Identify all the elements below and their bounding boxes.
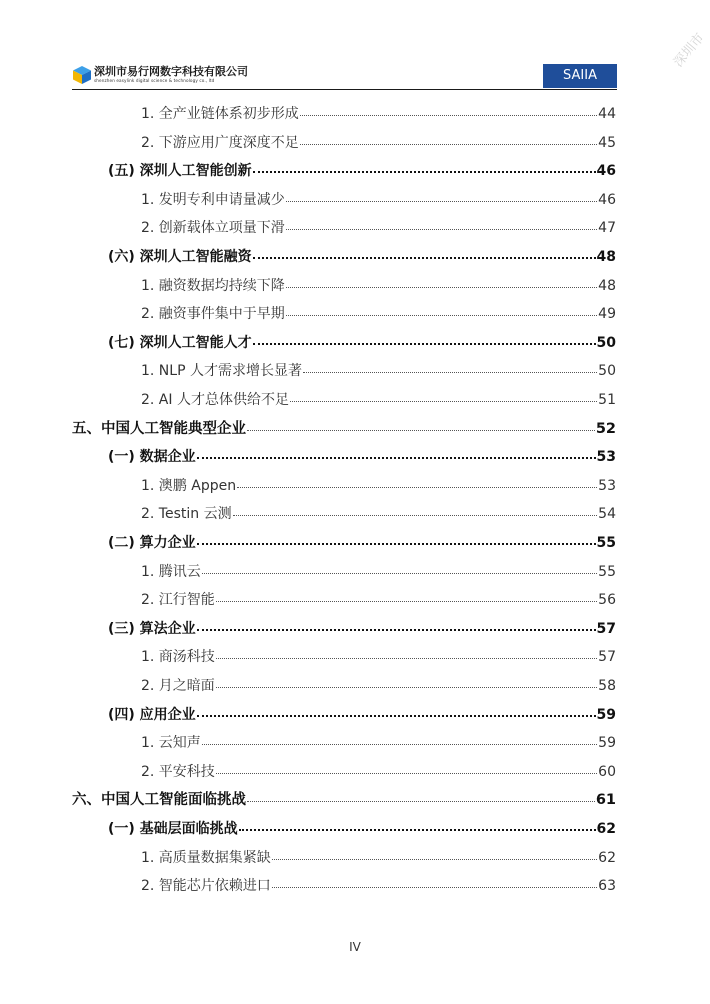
toc-dot-leader bbox=[272, 858, 597, 860]
toc-dot-leader bbox=[216, 600, 597, 602]
toc-dot-leader bbox=[247, 429, 595, 431]
toc-entry[interactable] bbox=[141, 389, 616, 411]
toc-entry[interactable] bbox=[141, 675, 616, 697]
toc-entry[interactable] bbox=[141, 847, 616, 869]
toc-dot-leader bbox=[239, 828, 596, 831]
toc-entry[interactable] bbox=[108, 160, 616, 182]
toc-dot-leader bbox=[216, 772, 597, 774]
toc-entry-label: (三) 算法企业 bbox=[108, 620, 196, 637]
toc-entry[interactable] bbox=[108, 818, 616, 840]
toc-entry-label: 1. 云知声 bbox=[141, 735, 201, 752]
toc-entry-page: 53 bbox=[598, 477, 616, 494]
cube-logo-icon bbox=[72, 65, 92, 85]
toc-entry-label: 2. 月之暗面 bbox=[141, 678, 215, 694]
toc-entry-page: 63 bbox=[598, 878, 616, 895]
toc-entry-label: 2. Testin 云测 bbox=[141, 506, 232, 523]
toc-entry-label: 六、中国人工智能面临挑战 bbox=[72, 792, 246, 809]
toc-dot-leader bbox=[197, 628, 596, 631]
toc-entry[interactable] bbox=[141, 761, 616, 783]
toc-entry-page: 52 bbox=[595, 420, 616, 437]
toc-entry-label: (四) 应用企业 bbox=[108, 706, 196, 723]
toc-entry-label: 1. 全产业链体系初步形成 bbox=[141, 106, 299, 122]
toc-entry[interactable] bbox=[108, 618, 616, 640]
toc-entry-label: 1. NLP 人才需求增长显著 bbox=[141, 363, 302, 380]
toc-entry[interactable] bbox=[108, 446, 616, 468]
toc-entry[interactable] bbox=[72, 789, 616, 811]
toc-entry-label: 2. 平安科技 bbox=[141, 763, 215, 780]
toc-entry-page: 46 bbox=[598, 191, 616, 208]
toc-dot-leader bbox=[202, 743, 597, 745]
toc-entry-page: 48 bbox=[596, 249, 616, 265]
toc-entry[interactable] bbox=[141, 217, 616, 239]
toc-entry-page: 47 bbox=[598, 220, 616, 237]
toc-entry-page: 45 bbox=[598, 134, 616, 151]
toc-entry-label: 2. 下游应用广度深度不足 bbox=[141, 134, 299, 151]
toc-entry[interactable] bbox=[108, 332, 616, 354]
header-rule bbox=[72, 89, 617, 90]
toc-entry-page: 58 bbox=[598, 678, 616, 694]
toc-entry-label: (五) 深圳人工智能创新 bbox=[108, 163, 252, 180]
toc-entry-page: 61 bbox=[595, 792, 616, 809]
toc-entry-page: 62 bbox=[596, 821, 616, 837]
toc-entry-label: 1. 商汤科技 bbox=[141, 649, 215, 666]
toc-entry[interactable] bbox=[72, 418, 616, 440]
toc-entry-page: 57 bbox=[598, 649, 616, 666]
toc-entry-label: 2. 江行智能 bbox=[141, 592, 215, 609]
toc-entry[interactable] bbox=[141, 646, 616, 668]
toc-dot-leader bbox=[197, 542, 596, 545]
toc-dot-leader bbox=[247, 800, 595, 802]
toc-dot-leader bbox=[286, 286, 597, 288]
toc-entry[interactable] bbox=[141, 875, 616, 897]
toc-entry-label: (二) 算力企业 bbox=[108, 535, 196, 551]
toc-entry[interactable] bbox=[108, 704, 616, 726]
toc-entry[interactable] bbox=[141, 303, 616, 325]
company-name bbox=[94, 66, 248, 84]
toc-dot-leader bbox=[233, 514, 598, 516]
toc-entry-label: (一) 数据企业 bbox=[108, 449, 196, 466]
toc-entry-label: 2. 智能芯片依赖进口 bbox=[141, 878, 271, 895]
toc-entry[interactable] bbox=[141, 103, 616, 125]
toc-entry-page: 53 bbox=[596, 449, 616, 466]
toc-entry-page: 46 bbox=[596, 163, 616, 180]
company-name-en: shenzhen easylink digital science & technology co., ltd bbox=[94, 78, 215, 83]
toc-dot-leader bbox=[286, 200, 597, 202]
toc-entry-page: 54 bbox=[598, 506, 616, 523]
toc-entry-page: 56 bbox=[598, 592, 616, 609]
page-number: IV bbox=[349, 940, 361, 954]
toc-entry[interactable] bbox=[141, 503, 616, 525]
toc-entry-page: 60 bbox=[598, 763, 616, 780]
toc-entry[interactable] bbox=[141, 275, 616, 297]
toc-entry-label: 五、中国人工智能典型企业 bbox=[72, 420, 246, 437]
toc-entry-label: 1. 融资数据均持续下降 bbox=[141, 277, 285, 294]
toc-entry-page: 57 bbox=[596, 620, 616, 637]
toc-entry-label: 2. 创新载体立项量下滑 bbox=[141, 220, 285, 237]
toc-entry-page: 50 bbox=[596, 334, 616, 351]
toc-entry[interactable] bbox=[141, 732, 616, 754]
toc-dot-leader bbox=[216, 686, 597, 688]
toc-entry[interactable] bbox=[141, 360, 616, 382]
toc-entry-page: 51 bbox=[598, 392, 616, 408]
toc-entry[interactable] bbox=[141, 132, 616, 154]
watermark: 深圳市 bbox=[671, 30, 708, 71]
toc-entry[interactable] bbox=[108, 246, 616, 268]
toc-entry-label: 1. 澳鹏 Appen bbox=[141, 477, 237, 494]
toc-entry-label: 1. 高质量数据集紧缺 bbox=[141, 849, 271, 866]
toc-entry-page: 48 bbox=[598, 277, 616, 294]
toc-entry-page: 44 bbox=[598, 106, 616, 122]
toc-entry-page: 55 bbox=[598, 563, 616, 580]
toc-entry-page: 62 bbox=[598, 849, 616, 866]
toc-entry[interactable] bbox=[141, 561, 616, 583]
toc-entry[interactable] bbox=[141, 589, 616, 611]
header-badge: SAIIA bbox=[543, 64, 617, 88]
toc-dot-leader bbox=[197, 714, 596, 717]
company-name-cn: 深圳市易行网数字科技有限公司 bbox=[94, 65, 248, 78]
toc-entry-label: (七) 深圳人工智能人才 bbox=[108, 334, 252, 351]
toc-entry[interactable] bbox=[141, 475, 616, 497]
toc-entry-page: 50 bbox=[598, 363, 616, 380]
page-header bbox=[72, 62, 617, 90]
toc-dot-leader bbox=[237, 486, 597, 488]
toc-dot-leader bbox=[286, 314, 597, 316]
toc-dot-leader bbox=[253, 170, 596, 173]
toc-entry-page: 49 bbox=[598, 306, 616, 323]
toc-entry-label: 2. AI 人才总体供给不足 bbox=[141, 392, 289, 408]
toc-dot-leader bbox=[202, 572, 597, 574]
toc-entry-label: (一) 基础层面临挑战 bbox=[108, 821, 238, 837]
toc-entry-page: 59 bbox=[596, 706, 616, 723]
toc-dot-leader bbox=[303, 371, 597, 373]
toc-dot-leader bbox=[216, 657, 597, 659]
toc-entry-label: 1. 发明专利申请量减少 bbox=[141, 191, 285, 208]
toc-dot-leader bbox=[300, 143, 597, 145]
toc-dot-leader bbox=[253, 256, 596, 259]
toc-entry[interactable] bbox=[141, 189, 616, 211]
toc-entry-label: 1. 腾讯云 bbox=[141, 563, 201, 580]
toc-dot-leader bbox=[272, 886, 597, 888]
toc-entry[interactable] bbox=[108, 532, 616, 554]
toc-dot-leader bbox=[286, 228, 597, 230]
toc-entry-label: (六) 深圳人工智能融资 bbox=[108, 249, 252, 265]
toc-entry-page: 59 bbox=[598, 735, 616, 752]
toc-dot-leader bbox=[290, 400, 597, 402]
toc-dot-leader bbox=[197, 456, 596, 459]
toc-entry-page: 55 bbox=[596, 535, 616, 551]
toc-dot-leader bbox=[300, 114, 597, 116]
toc-dot-leader bbox=[253, 342, 596, 345]
toc-entry-label: 2. 融资事件集中于早期 bbox=[141, 306, 285, 323]
